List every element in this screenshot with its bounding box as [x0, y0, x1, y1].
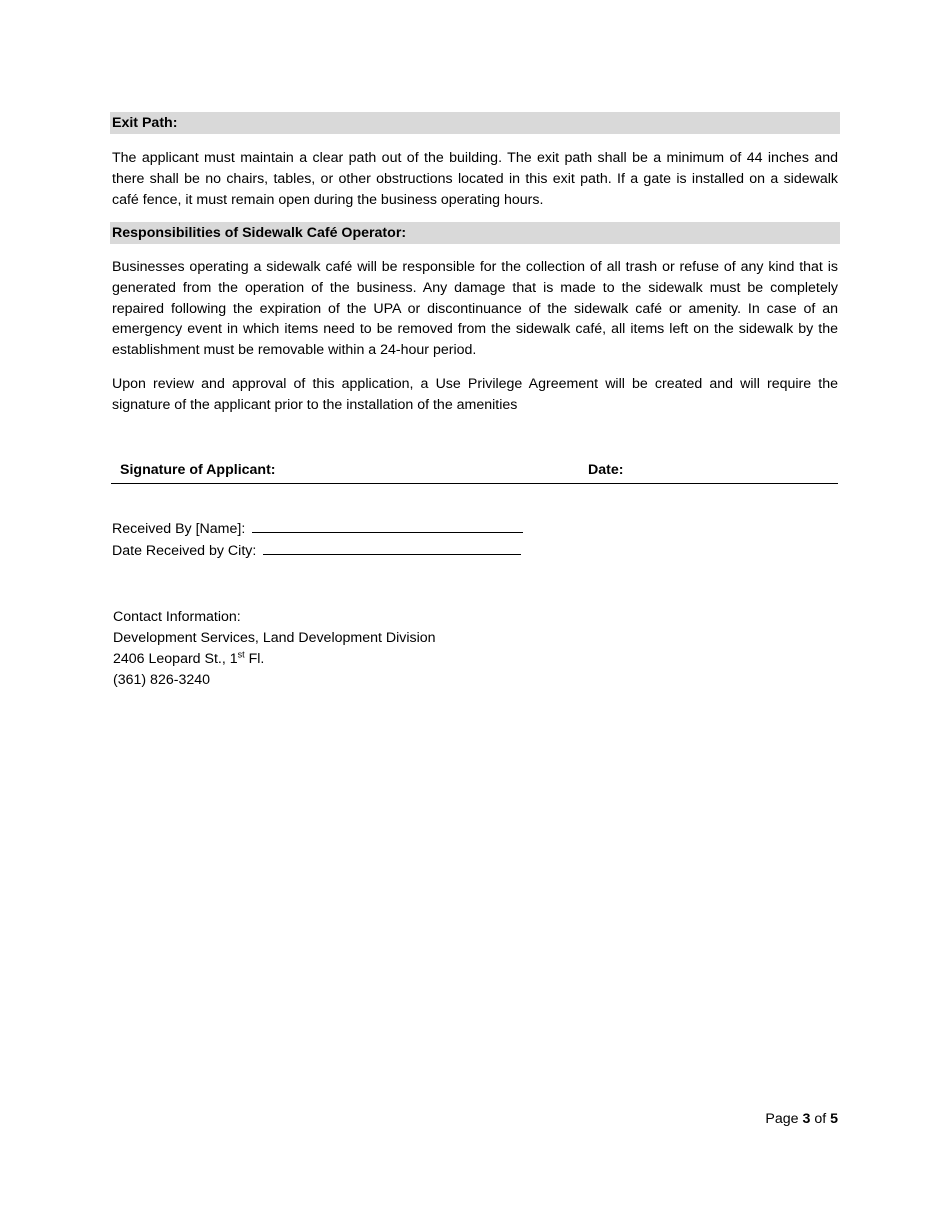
signature-date-label: Date:	[588, 462, 624, 478]
contact-address: 2406 Leopard St., 1st Fl.	[113, 649, 265, 667]
responsibilities-body: Businesses operating a sidewalk café will be responsible for the collection of all trash or refuse of any kind that is generated from the operation of the business. Any damage that is made to the sidewalk must be completely repaired following the expiration of the UPA or discontinuance of the sidewalk café or amenity. In case of an emergency event in which items need to be removed from the sidewalk café, all items left on the sidewalk by the establishment must be removable within a 24-hour period.	[112, 259, 838, 359]
contact-department: Development Services, Land Development Division	[113, 630, 436, 646]
contact-title: Contact Information:	[113, 609, 241, 625]
date-received-field[interactable]	[112, 540, 521, 559]
total-pages-number: 5	[830, 1111, 838, 1127]
date-received-label: Date Received by City:	[112, 543, 257, 559]
signature-row[interactable]	[111, 461, 838, 484]
current-page-number: 3	[802, 1111, 811, 1127]
date-received-blank[interactable]	[263, 540, 521, 555]
contact-information	[113, 607, 436, 691]
contact-phone: (361) 826-3240	[113, 672, 211, 688]
exit-path-heading: Exit Path:	[110, 112, 840, 134]
signature-of-applicant-label: Signature of Applicant:	[120, 462, 276, 478]
received-by-blank[interactable]	[252, 518, 523, 533]
received-by-label: Received By [Name]:	[112, 521, 246, 537]
exit-path-body: The applicant must maintain a clear path out of the building. The exit path shall be a minimum of 44 inches and there shall be no chairs, tables, or other obstructions located in this exit path. If a gate is installed on a sidewalk café fence, it must remain open during the business operating hours.	[112, 150, 838, 208]
received-by-field[interactable]	[112, 518, 523, 537]
responsibilities-heading: Responsibilities of Sidewalk Café Operator:	[110, 222, 840, 244]
approval-paragraph: Upon review and approval of this application, a Use Privilege Agreement will be created and will require the signature of the applicant prior to the installation of the amenities	[112, 376, 838, 413]
page-number-footer: Page 3 of 5	[765, 1111, 838, 1127]
